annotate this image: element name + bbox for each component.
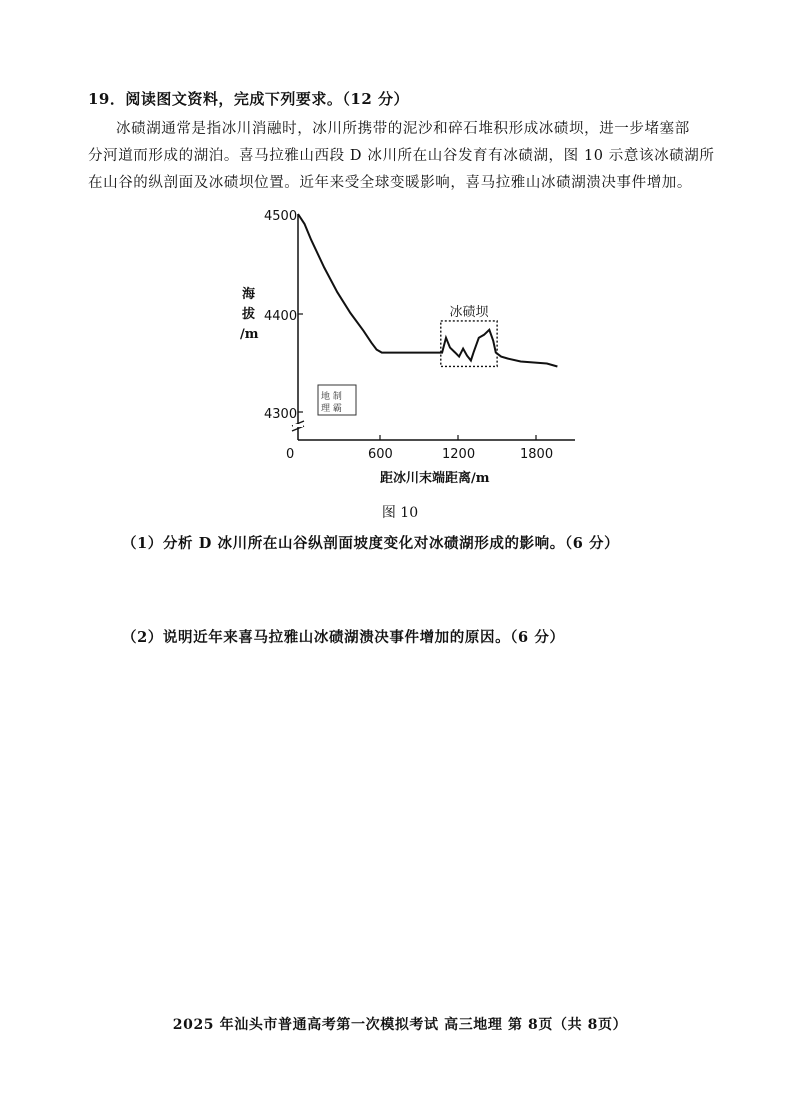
valley-profile-line	[298, 214, 557, 367]
watermark-seal	[318, 385, 356, 415]
y-tick-label: 4300	[264, 407, 298, 422]
y-axis-label-char: 拔	[242, 307, 256, 322]
paragraph-line: 分河道而形成的湖泊。喜马拉雅山西段 D 冰川所在山谷发育有冰碛湖，图 10 示意该冰碛湖所	[88, 148, 715, 164]
sub-question-1: （1）分析 D 冰川所在山谷纵剖面坡度变化对冰碛湖形成的影响。（6 分）	[122, 535, 620, 552]
x-tick-label: 1800	[520, 447, 554, 462]
valley-profile-chart	[230, 200, 580, 490]
paragraph-line: 在山谷的纵剖面及冰碛坝位置。近年来受全球变暖影响，喜马拉雅山冰碛湖溃决事件增加。	[88, 175, 692, 191]
y-tick-label: 4500	[264, 209, 298, 224]
y-tick-label: 4400	[264, 309, 298, 324]
question-title: 19．阅读图文资料，完成下列要求。（12 分）	[88, 90, 409, 108]
sub-question-2: （2）说明近年来喜马拉雅山冰碛湖溃决事件增加的原因。（6 分）	[122, 629, 565, 646]
svg-text:地 制: 地 制	[321, 392, 342, 402]
svg-text:理 霸: 理 霸	[321, 404, 342, 414]
question-paragraph	[88, 116, 728, 197]
x-axis-label: 距冰川末端距离/m	[380, 471, 490, 486]
x-tick-label: 0	[286, 447, 295, 462]
paragraph-line: 冰碛湖通常是指冰川消融时，冰川所携带的泥沙和碎石堆积形成冰碛坝，进一步堵塞部	[116, 121, 690, 137]
figure-caption: 图 10	[381, 505, 419, 521]
x-tick-label: 1200	[442, 447, 476, 462]
y-axis-label-char: /m	[240, 327, 259, 342]
x-tick-label: 600	[368, 447, 393, 462]
moraine-dam-label: 冰碛坝	[449, 304, 489, 320]
page-footer: 2025 年汕头市普通高考第一次模拟考试 高三地理 第 8页（共 8页）	[172, 1017, 628, 1033]
y-axis-label-char: 海	[242, 287, 256, 302]
